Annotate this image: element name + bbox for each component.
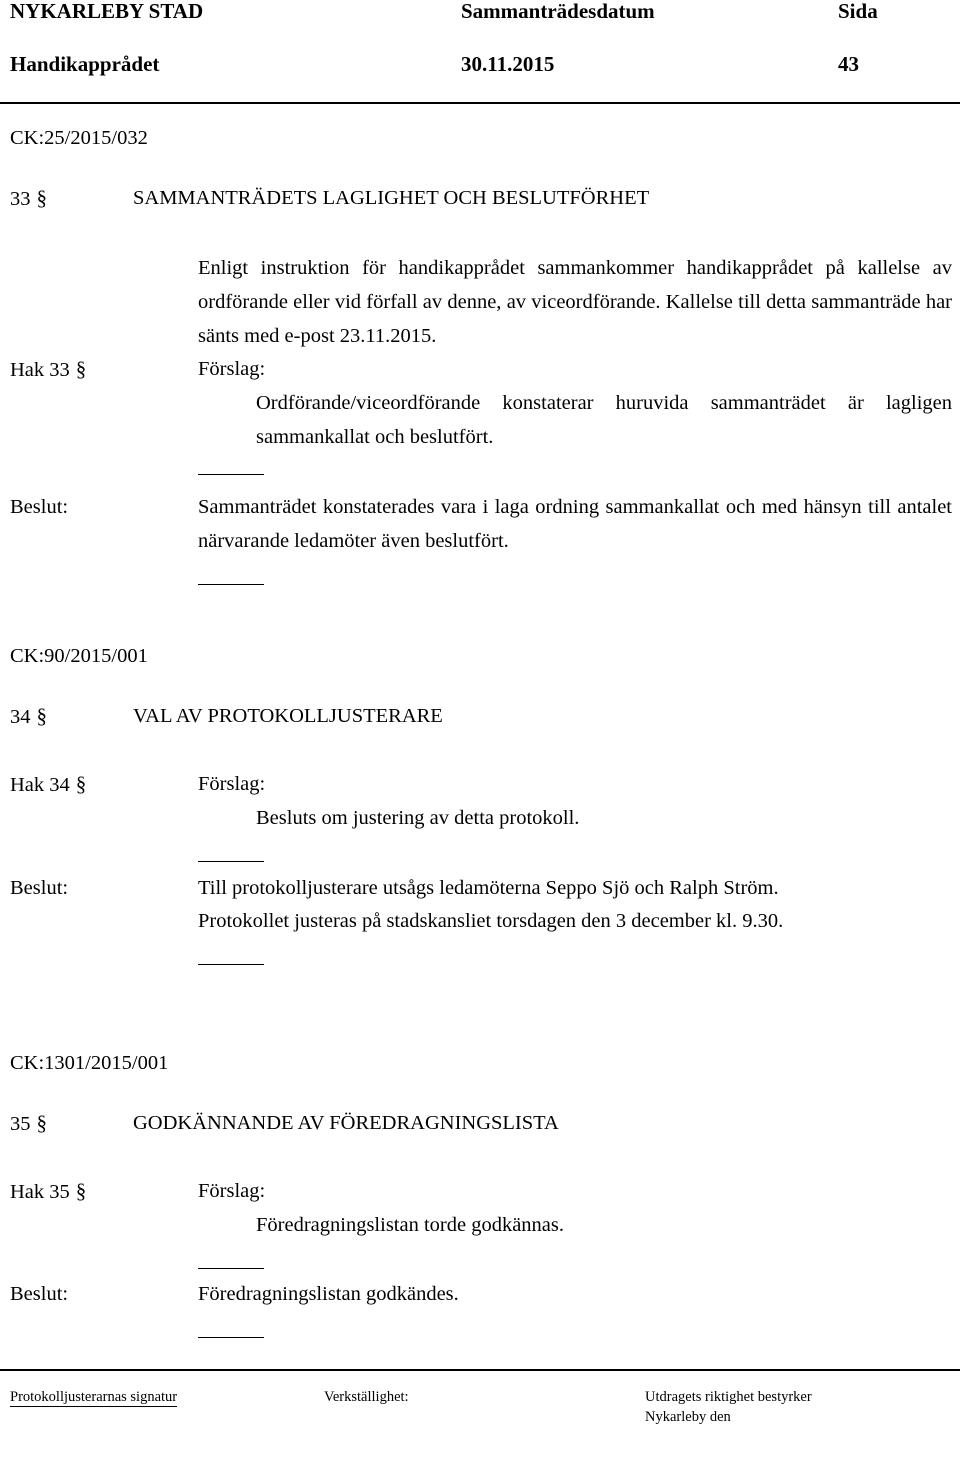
- decision-text: Till protokolljusterare utsågs ledamöterna Seppo Sjö och Ralph Ström.: [198, 877, 779, 899]
- separator-line: [198, 474, 264, 475]
- item-number: 33 §: [10, 186, 47, 210]
- separator-line: [198, 1337, 264, 1338]
- header-rule: [0, 102, 960, 104]
- proposal-label: Förslag:: [198, 358, 266, 380]
- proposal-text: Besluts om justering av detta protokoll.: [256, 807, 580, 829]
- proposal-text: Ordförande/viceordförande konstaterar huruvida sammanträdet är lagligen sammankallat och beslutfört.: [256, 392, 952, 448]
- page-label: Sida: [838, 0, 878, 23]
- item-number: 35 §: [10, 1111, 47, 1135]
- extract-place: Nykarleby den: [645, 1409, 731, 1425]
- separator-line: [198, 861, 264, 862]
- body-name: Handikapprådet: [10, 52, 160, 76]
- decision-label: Beslut:: [10, 496, 69, 518]
- hak-label: Hak 33 §: [10, 357, 87, 381]
- decision-text: Protokollet justeras på stadskansliet torsdagen den 3 december kl. 9.30.: [198, 910, 784, 932]
- separator-line: [198, 584, 264, 585]
- section-sign: §: [75, 357, 87, 381]
- proposal-text: Föredragningslistan torde godkännas.: [256, 1214, 565, 1236]
- decision-text: Föredragningslistan godkändes.: [198, 1283, 459, 1305]
- org-name: NYKARLEBY STAD: [10, 0, 204, 23]
- item-number: 34 §: [10, 704, 47, 728]
- decision-label: Beslut:: [10, 1283, 69, 1305]
- extract-label: Utdragets riktighet bestyrker: [645, 1389, 812, 1405]
- meeting-date: 30.11.2015: [461, 52, 555, 76]
- item-title: SAMMANTRÄDETS LAGLIGHET OCH BESLUTFÖRHET: [133, 187, 650, 209]
- section-sign: §: [75, 772, 87, 796]
- hak-label: Hak 34 §: [10, 772, 87, 796]
- item-title: GODKÄNNANDE AV FÖREDRAGNINGSLISTA: [133, 1112, 559, 1134]
- meeting-date-label: Sammanträdesdatum: [461, 0, 655, 23]
- section-sign: §: [36, 1111, 47, 1135]
- section-sign: §: [75, 1179, 87, 1203]
- separator-line: [198, 964, 264, 965]
- footer-rule: [0, 1369, 960, 1371]
- section-sign: §: [36, 704, 47, 728]
- case-ref: CK:25/2015/032: [10, 127, 148, 149]
- page-number: 43: [838, 52, 859, 76]
- hak-label: Hak 35 §: [10, 1179, 87, 1203]
- signature-label: Protokolljusterarnas signatur: [10, 1389, 178, 1405]
- proposal-label: Förslag:: [198, 773, 266, 795]
- case-ref: CK:1301/2015/001: [10, 1052, 169, 1074]
- proposal-label: Förslag:: [198, 1180, 266, 1202]
- separator-line: [198, 1268, 264, 1269]
- execution-label: Verkställighet:: [324, 1389, 409, 1405]
- section-sign: §: [36, 186, 47, 210]
- decision-text: Sammanträdet konstaterades vara i laga ordning sammankallat och med hänsyn till antalet närvarande ledamöter även beslutfört.: [198, 496, 952, 552]
- item-intro: Enligt instruktion för handikapprådet sammankommer handikapprådet på kallelse av ordförande eller vid förfall av denne, av viceordförande. Kallelse till detta sammanträde har sänts med e-post 23.11.2015.: [198, 257, 952, 347]
- case-ref: CK:90/2015/001: [10, 645, 148, 667]
- item-title: VAL AV PROTOKOLLJUSTERARE: [133, 705, 443, 727]
- decision-label: Beslut:: [10, 877, 69, 899]
